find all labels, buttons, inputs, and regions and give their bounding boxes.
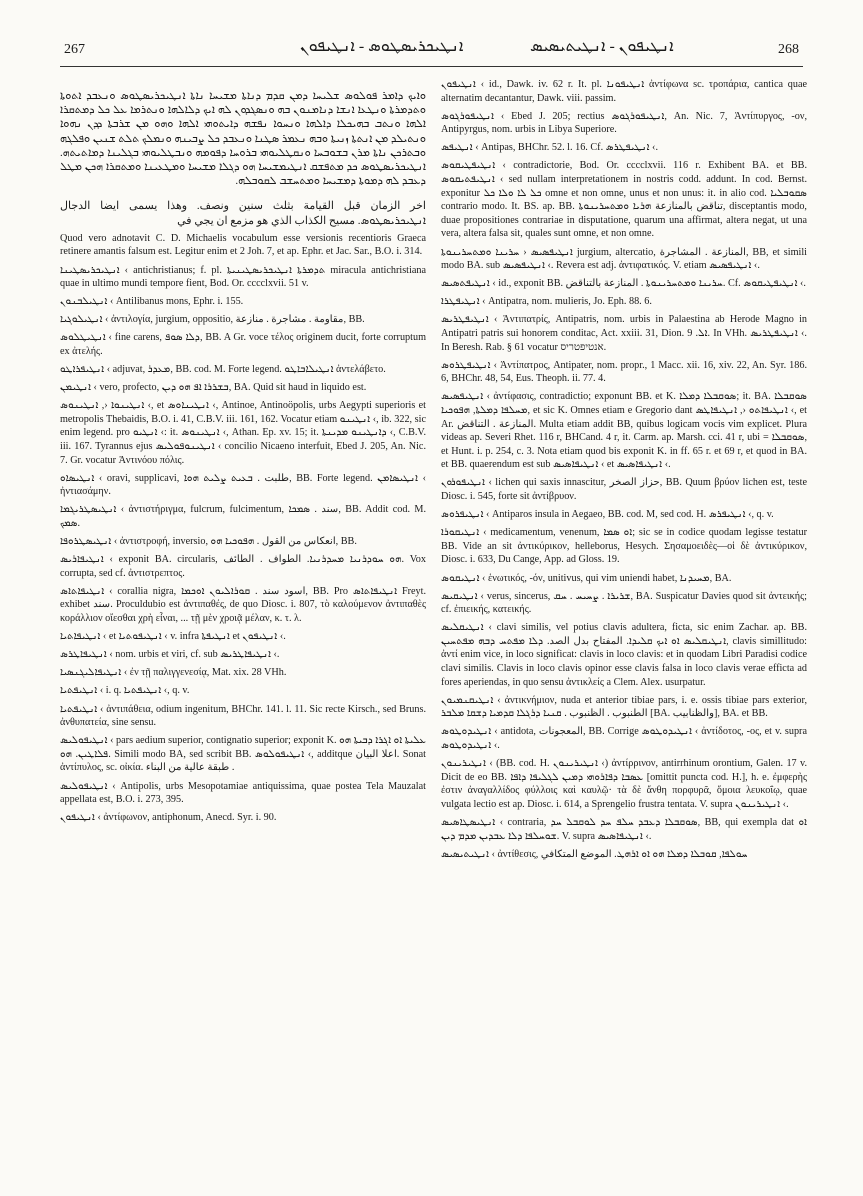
dictionary-entry: ܐܢܛܝܦܛܪܐ ‹ Antipatra, nom. mulieris, Jo. Eph. 88. 6. (441, 296, 652, 308)
right-page-number: 268 (778, 42, 799, 57)
dictionary-entry: ܐܢܛܝܩܝܣ ‹ verus, sincerus, ܫܪܝܪܐ . ܨܚܝܚ . ܚܩ, BA. Suspicatur Davies quod sit ἀντεικής; cf. ἐπιεικής, κατεικής. (441, 590, 807, 616)
dictionary-entry: ܐܢܛܝܦܬܝܐ ‹ ἀντιπάθεια, odium ingenitum, BHChr. 141. l. 11. Sic recte Kirsch., sed Bruns. ἀνθυπατεία, sine sensu. (60, 703, 426, 729)
left-entries (60, 232, 426, 825)
dictionary-entry: ܐܢܛܝܩܘܣ ‹ ἑνωτικός, -όν, unitivus, qui vim uniendi habet, ܡܚܝܕܢܐ, BA. (441, 572, 732, 584)
dictionary-entry: ܐܢܛܝܕܘܛܘܣ ‹ antidota, المعجونات, BB. Corrige ܐܢܛܝܕܘܛܘܣ ‹ ἀντίδοτος, -ος, et v. supra ܐܢܛܝܕܘܛܘܣ ‹. (441, 726, 807, 752)
running-header (60, 36, 803, 67)
dictionary-entry: ܐܢܛܝܦܛܝܩܘܣ ‹ contradictorie, Bod. Or. cccclxvii. 116 r. Exhibent BA. et BB. ܐܢܛܝܦܬܝܩܘܣ ‹ sed nullam interpretationem in nostris codd. addunt. In cod. Bernst. exponitur ܟܠ ܠܐ ܘܠܐ ܟܠ omne et non omne, unus et non unus: it. in alio cod. ܣܩܘܒܠܝܐ contrario modo. It. BS. ap. BB. تناقض بالمنازعة ܗܪܝܐ ܘܡܬܚܪܝܢܘܬܐ, disceptantis modo, duae propositiones contrariae in disputatione, quarum una affirmat, altera negat, ut una vera, altera falsa sit, quales sunt omne, et non omne. (441, 160, 807, 240)
dictionary-entry: ܐܢܛܝܦܘܢ ‹ id., Dawk. iv. 62 r. It. pl. ܐܢܛܝܦܘܢܐ ἀντίφωνα sc. τροπάρια, cantica quae alternatim decantantur, Dawk. viii. passim. (441, 79, 807, 104)
right-column (441, 78, 807, 1173)
dictionary-entry: ܐܢܛܝܦܘܪܓܘܣ ‹ Ebed J. 205; rectius ܐܢܛܝܦܘܪܓܘܣ, An. Nic. 7, Ἀντίπυργος, -ον, Antipyrgus, nom. urbis in Libya Superiore. (441, 110, 807, 136)
dictionary-entry: ܐܢܛܝܬܝܣܝܣ ‹ ἀντίθεσις, ܚܘܠܦܐ, ܩܘܒܠܐ ܕܡܠܐ ܗܘ ܐܘ ܐܪܗܛ. الموضع المتكافي (441, 848, 748, 860)
right-running-head: ܐܢܛܝܦܘܢ - ܐܢܛܝܬܝܣܝܣ (530, 38, 674, 55)
dictionary-entry: ܐܢܛܝܦܘܠܝܣ ‹ Antipolis, urbs Mesopotamiae antiquissima, quae postea Tela Mauzalat appellata est, B.O. i. 273, 395. (60, 780, 426, 806)
dictionary-entry: ܐܢܛܝܦܛܪܘܣ ‹ Ἀντίπατρος, Antipater, nom. propr., 1 Macc. xii. 16, xiv. 22, An. Syr. 186. 6, BHChr. 48, 54, Eus. Theoph. ii. 77. 4. (441, 359, 807, 385)
dictionary-entry: ܐܢܛܝܦܐܪܝܣ ‹ exponit BA. circularis, ܗܘ ܚܘܕܪܢܝܐ ܡܚܕܪܢܝܐ. الطواف . الطائف. Vox corrupta, sed cf. ἀντιστρεπτος. (60, 554, 426, 579)
dictionary-entry: ܐܢܛܝܪܝܢܘܢ ‹ (BB. cod. H. ܐܢܛܝܪܝܢܘܢ ‹) ἀντίρρινον, antirrhinum orontium, Galen. 17 v. Dicit de eo BB. ܥܣܒܐ ܕܦܐܪܘܗܝ ܕܡܝܢ ܠܓܠܝܦܐ ܕܐܦܐ [omittit puncta cod. H.], h. e. ἐμφερὴς ἐστιν ἀναγαλλίδος φύλλοις καὶ καυλῷ· τὰ δὲ ἄνθη πορφυρᾶ, ὅμοια λευκοΐῳ, quae vulgata lectio est ap. Diosc. i. 614, a Sprengelio frustra tentata. V. supra ܐܢܛܝܪܝܢܘܢ ‹. (441, 758, 807, 810)
dictionary-entry: ܐܢܛܝܦܘܢ ‹ ἀντίφωνον, antiphonum, Anecd. Syr. i. 90. (60, 812, 277, 824)
left-running-head: ܐܢܛܝܟܪܝܣܛܘܣ - ܐܢܛܝܦܘܢ (300, 38, 464, 55)
dictionary-entry: Quod vero adnotavit C. D. Michaelis vocabulum esse versionis recentioris Graeca retinere amantis falsum est. Legitur enim et 2 Joh. 7, et ap. Ephr. et Jac. Sar., B.O. i. 314. (60, 232, 426, 258)
dictionary-entry: ܐܢܛܝܠܒܢܘܢ ‹ Antilibanus mons, Ephr. i. 155. (60, 296, 244, 308)
arabic-note: اخر الزمان قبل القيامة بثلث سنين ونصف. وهذا يسمى ايضا الدجال ܐܢܛܝܟܪܝܣܛܘܣ. مسيح الكذاب الذي هو مزمع ان يجي في (60, 200, 426, 227)
dictionary-entry: ܐܢܛܝܦܣܝܣ ‹ ܚܪܝܢܐ ܘܡܬܚܪܝܢܘܬܐ jurgium, altercatio, المنازعة . المشاجرة, BB, et simili modo BA. sub ܐܢܛܝܦܣܝܣ ‹. Revera est adj. ἀντιφατικός. V. etiam ܐܢܛܝܦܣܝܣ ‹. (441, 246, 807, 272)
dictionary-entry: ܐܢܛܝܩܘܪܐ ‹ medicamentum, venenum, ܐܘ ܣܡܐ; sic se in codice quodam legisse testatur BB. Vide an sit ἀντικύρικον, helleborus, Hesych. Σησαμοειδὲς—οἱ δὲ ἀντικύρικον, Diosc. i. 633, Du Cange, App. ad Gloss. 19. (441, 527, 807, 566)
right-entries (441, 78, 807, 861)
left-column (60, 78, 426, 1173)
dictionary-entry: ܐܢܛܝܩܠܝܣ ‹ clavi similis, vel potius clavis adultera, ficta, sic enim Zachar. ap. BB. ܐܢܛܝܩܠܝܣ ܐܘ ܐܝܟ ܩܠܝܕܐ. المفتاح بدل الصد. ܕܠܐ ܡܦܬܚ ܕܒܗ ܡܦܬܚܝܢ, clavis simillitudo: ἀντί enim vice, in loco significat: clavis in loco clavis: et in quodam Libri Paradisi codice clavi similis. Clavis in loco clavis opinor esse clavis falsa in loco clavis verae efficta ad fores aperiendas, in quo sensu ἀντικλείς a Clem. Alex. usurpatur. (441, 622, 807, 688)
dictionary-entry: ܐܢܛܝܣܛܪܘܦܐ ‹ ἀντιστροφή, inversio, انعكاس من القول . ܗܦܘܟܝܐ ܗܘ, BB. (60, 536, 357, 548)
dictionary-entry: ܐܢܛܝܠܘܓܝܐ ‹ ἀντιλογία, jurgium, oppositio, مقاومة . مشاجرة . منازعة, BB. (60, 314, 365, 326)
dictionary-entry: ܐܢܛܝܦܘܠܝܣ ‹ pars aedium superior, contignatio superior; exponit K. ܥܠܝܬܐ ܐܘ ܐܓܪܐ ܕܒܝܬܐ ܗܘ ܦܠܐܛܝܢ. ܗܘ. Simili modo BA, sed scribit BB. ܐܢܛܝܦܘܠܘܣ ‹, additque اعلا البيان. Sonat ἀντίπυλος, sc. οἰκία. طبقة عالية من البناء . (60, 735, 426, 774)
dictionary-entry: ܐܢܛܝܦܪܘܣ ‹ Antiparos insula in Aegaeo, BB. cod. M, sed cod. H. ܐܢܛܝܦܪܣ ‹, q. v. (441, 509, 774, 521)
dictionary-entry: ܐܢܛܝܦܬܣܝܣ ‹ id., exponit BB. ܚܪܝܢܐ ܘܡܬܚܪܝܢܘܬܐ . المنازعة بالتناقض. Cf. ܐܢܛܝܦܛܝܩܘܣ ‹. (441, 278, 806, 290)
dictionary-entry: ܐܢܛܝܣܛܐܣܝܣ ‹ contraria, ܣܘܩܒܠܐ ܕܥܒܕ ܚܠܦ ܚܕ ܠܘܩܒܠ ܚܕ, BB, qui exempla dat ܐܘ ܫܘܚܠܦܐ ܕܠܐ ܥܒܕܝܢ ܡܕܡ ܕܝܢ. V. supra ܐܢܛܝܦܐܣܝܣ ‹. (441, 817, 807, 842)
dictionary-entry: ܐܢܛܝܛܠܘܣ ‹ fine carens, ܕܠܐ ܣܘܦ, BB. A Gr. voce τέλος originem ducit, forte corruptum ex ἀτελής. (60, 332, 426, 357)
dictionary-entry: ܐܢܛܝܡܢ ‹ vero, profecto, ܒܫܪܪܐ ܐܦ ܗܘ ܕܝܢ, BA. Quid sit haud in liquido est. (60, 382, 367, 394)
dictionary-entry: ܐܢܛܝܣܛܪܝܓܡܐ ‹ ἀντιστήριγμα, fulcrum, fulcimentum, سند . ܣܡܟܐ, BB. Addit cod. M. ܣܡܟ. (60, 504, 426, 530)
dictionary-entry: ܐܢܛܝܦܣ ‹ Antipas, BHChr. 52. l. 16. Cf. ܐܢܛܝܦܛܪܣ ‹. (441, 142, 658, 154)
dictionary-entry: ܐܢܛܝܢܘܐ ‹, ܐܢܛܝܢܘܣ ‹, et ܐܢܛܝܢܐܘܣ ‹, Antinoe, Antinoöpolis, urbs Aegypti superioris et metropolis Thebaidis, B.O. i. 41, C.B.V. iii. 161, 162. Vocatur etiam ܐܢܛܝܢܘ ‹, ib. 322, sic enim legend. pro ܐܢܛܝܘ ‹: it. ܐܢܛܝܢܘܣ ‹, Athan. Ep. xv. 15; it. ܕܐܢܛܝܢܘ ܡܕܝܢܬܐ ‹, C.B.V. iii. 167. Tyrannus ejus ܐܢܛܝܢܘܦܘܠܝܣ ‹ concilio Nicaeno interfuit, Ebed J. 205, An. Nic. 7. Gr. vocatur Ἀντινόου πόλις. (60, 400, 426, 466)
dictionary-entry: ܐܢܛܝܦܣܝܣ ‹ ἀντίφασις, contradictio; exponunt BB. et K. ܣܘܩܒܠܐ ܕܡܠܐ; it. BA. ܣܘܩܒܠܐ ܡܚܠܦܐ ܕܡܠܬܐ, ܗܦܘܟܝܐ, et sic K. Omnes etiam e Gregorio dant ܐܢܛܝܦܐܬܘ ‹, ܐܢܛܝܦܐܛܣ ‹, et Ar. المنازعة . التناقض. Multa etiam addit BB, quibus logicam vocis vim explicet. Plura videas ap. Severi Rhet. 116 r, BHCand. 4 r, it. Carm. ap. Marsh. cci. 41 r, ubi = ܣܘܩܒܠܐ, et Hunt. i. p. 254, c. 3. Nota etiam quod bis exponit K. in ff. 65 r. et 69 r, et quod in BA. et BB. quaerendum est sub ܐܢܛܝܦܐܣܝܣ ‹ et ܐܢܛܝܦܐܣܝܣ ‹. (441, 391, 807, 471)
dictionary-entry: ܐܢܛܝܦܐܛܪܣ ‹ nom. urbis et viri, cf. sub ܐܢܛܝܦܐܛܪܝܣ ‹. (60, 649, 280, 661)
dictionary-entry: ܐܢܛܝܦܛܪܝܣ ‹ Ἀντιπατρίς, Antipatris, nom. urbis in Palaestina ab Herode Magno in Antipatri patris sui honorem conditac, Act. xxiii. 31, Dion. ܐܠ. 9. In VHh. ܐܢܛܝܦܛܪܝܣ ‹. In Beresh. Rab. § 61 vocatur אנטיפטריס. (441, 314, 807, 353)
dictionary-entry: ܐܢܛܝܟܪܝܣܛܝܢܐ ‹ antichristianus; f. pl. ܬܕܡܪܬܐ ܐܢܛܝܟܪܝܣܛܝܢܝܬܐ miracula antichristiana quae in ultimo mundi tempore fient, Bod. Or. cccclxvii. 51 v. (60, 264, 426, 290)
dictionary-entry: ܐܢܛܝܦܐܬܐܣ ‹ corallia nigra, اسود سند . ܩܘܪܐܠܝܘܢ ܐܘܟܡܐ, BB. Pro ܐܢܛܝܦܐܬܐܣ Freyt. exhibet سند. Proculdubio est ἀντιπαθές, de quo Diosc. i. 807, τὸ καλούμενον ἀντιπαθὲς κοράλλιον οἴεσθαι χρὴ εἶναι, ... τῇ μὲν χροιᾷ μέλαν, κ. τ. λ. (60, 585, 426, 625)
dictionary-entry: ܐܢܛܝܦܘܪܘܢ ‹ lichen qui saxis innascitur, حزاز الصخر, BB. Quum βρύον lichen est, teste Diosc. i. 545, forte sit ἀντίβρυον. (441, 477, 807, 503)
left-page-number: 267 (64, 42, 85, 57)
dictionary-entry: ܐܢܛܝܦܪܐܛܘ ‹ adjuvat, ܡܥܕܪ, BB. cod. M. Forte legend. ܐܢܛܝܠܐܒܐܛܘ ἀντελάβετο. (60, 364, 386, 376)
dictionary-entry: ܐܢܛܝܦܐܬܝܐ ‹ et ܐܢܛܝܦܘܬܝܐ ‹ v. infra ܐܢܛܝܦܬܐ et ܐܢܛܝܦܘܢ ‹. (60, 631, 286, 643)
syriac-quotation: ܘܐܝܟ ܕܐܡܪ ܦܘܠܘܣ ܫܠܝܚܐ ܕܡܢ ܩܕܡ ܕܢܐܬܐ ܡܫܝܚܐ ܢܐܬܐ ܐܢܛܝܟܪܝܣܛܘܣ ܘܢܥܒܕ ܐܬܘܬܐ ܘܬܕܡܪܬܐ ܘܢܛܥܐ ܐܢܫܐ ܕܢܐܡܢܘܢ ܒܗ ܘܢܣܓܕܘܢ ܠܗ ܐܝܟ ܕܠܐܠܗܐ ܘܢܬܪܡܐ ܥܠ ܟܠ ܕܡܬܩܪܐ ܐܠܗܐ ܘܢܬܒ ܒܗܝܟܠܐ ܕܐܠܗܐ ܘܢܚܘܐ ܢܦܫܗ ܕܐܝܬܘܗܝ ܐܠܗܐ ܘܗܘ ܡܢ ܫܪܒܬܐ ܕܕܢ ܢܗܘܐ ܘܢܬܝܠܕ ܡܢ ܐܢܬܬܐ ܙܢܝܬܐ ܘܒܗ ܢܥܡܪ ܣܛܢܐ ܘܢܥܒܕ ܟܠ ܨܒܝܢܗ ܘܢܡܠܟ ܬܠܬ ܫܢܝܢ ܘܦܠܓܗ ܘܒܬܪܟܢ ܢܐܬܐ ܡܪܢ ܒܫܘܒܚܐ ܘܢܩܛܠܝܘܗܝ ܒܪܘܚܐ ܕܦܘܡܗ ܘܢܒܛܠܝܘܗܝ ܒܓܠܝܢܐ ܕܡܐܬܝܬܗ. ܐܢܛܝܟܪܝܣܛܘܣ ܟܕ ܡܬܦܫܩ ܐܢܛܝܡܫܝܚܐ ܗܘ ܕܓܠܐ ܡܫܝܚܐ ܘܡܛܥܝܢܐ ܘܡܬܩܪܐ ܗܟܢ ܡܛܠ ܕܥܒܕ ܠܗ ܕܡܘܬܐ ܕܡܫܝܚܐ ܘܡܬܚܫܒ ܠܩܘܒܠܗ. (60, 90, 426, 188)
dictionary-entry: ܐܢܛܝܣܐܘ ‹ oravi, supplicavi, طلبت . ܒܥܝܬ ܨܠܝܬ ܗܘܐ, BB. Forte legend. ܐܢܛܝܣܐܡܢ ‹ ἠντιασάμην. (60, 472, 426, 498)
dictionary-entry: ܐܢܛܝܦܬܝܐ ‹ i. q. ܐܢܛܝܦܬܝܐ ‹, q. v. (60, 685, 190, 697)
dictionary-entry: ܐܢܛܝܦܐܠܝܓܢܣܝܐ ‹ ἐν τῇ παλιγγενεσίᾳ, Mat. xix. 28 VHh. (60, 667, 287, 679)
dictionary-entry: ܐܢܛܝܩܢܡܝܘܢ ‹ ἀντικνήμιον, nuda et anterior tibiae pars, i. e. ossis tibiae pars exterior, الطنبوب . الظنبوب . ܩܢܝܐ ܕܪܓܠܐ ܩܕܡܝܐ ܕܫܩܐ ܡܠܒܪ [BA. والظنابيب], BA. et BB. (441, 694, 807, 720)
